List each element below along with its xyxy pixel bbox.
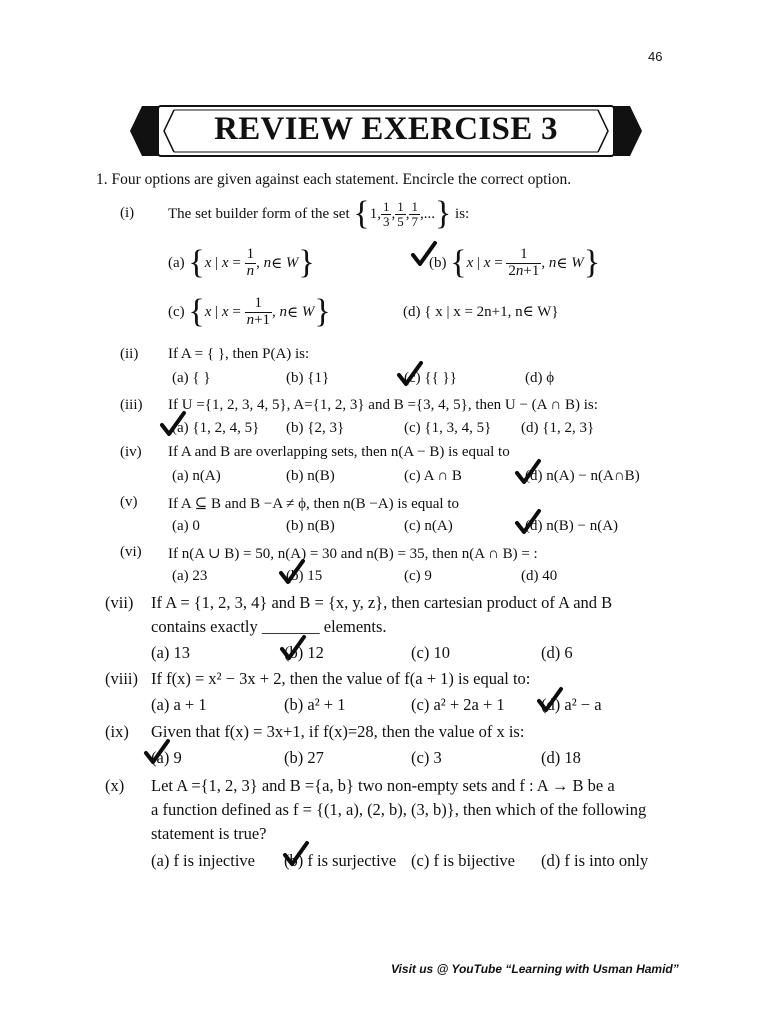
- q7-text: If A = {1, 2, 3, 4} and B = {x, y, z}, then cartesian product of A and B: [151, 593, 613, 612]
- q10-option-c: (c) f is bijective: [411, 851, 515, 870]
- checkmark-icon: [282, 840, 310, 870]
- q1-set-tail: ,...: [419, 205, 435, 222]
- q2-option-a: (a) { }: [172, 370, 211, 386]
- q6-option-d: (d) 40: [521, 568, 558, 584]
- q10-option-b: (b) f is surjective: [284, 851, 397, 870]
- q4-option-b: (b) n(B): [286, 468, 335, 484]
- q1-prompt: The set builder form of the set: [168, 205, 350, 222]
- q2-option-c: (c) {{ }}: [404, 370, 457, 386]
- q9-option-b: (b) 27: [284, 748, 324, 767]
- q5-option-a: (a) 0: [172, 518, 200, 534]
- q1-option-b-label: (b): [429, 254, 447, 271]
- title-banner: [128, 104, 644, 158]
- q3-option-a: (a) {1, 2, 4, 5}: [172, 420, 260, 436]
- q6-option-c: (c) 9: [404, 568, 432, 584]
- q6-option-b: (b) 15: [286, 568, 323, 584]
- q6-text: If n(A ∪ B) = 50, n(A) = 30 and n(B) = 35, then n(A ∩ B) = :: [168, 546, 538, 562]
- checkmark-icon: [278, 558, 306, 588]
- q3-option-b: (b) {2, 3}: [286, 420, 345, 436]
- q8-option-c: (c) a² + 2a + 1: [411, 695, 505, 714]
- footer-text: Visit us @ YouTube “Learning with Usman Hamid”: [391, 962, 679, 976]
- q4-option-a: (a) n(A): [172, 468, 221, 484]
- q1-option-d-text: { x | x = 2n+1, n∈ W}: [424, 304, 559, 320]
- q8-text: If f(x) = x² − 3x + 2, then the value of f(a + 1) is equal to:: [151, 669, 531, 688]
- q3-option-c: (c) {1, 3, 4, 5}: [404, 420, 492, 436]
- q2-number: (ii): [120, 346, 139, 362]
- q1-option-c: (c) { x | x = $\frac{1}{n+1}$ , n ∈ W }: [168, 293, 331, 330]
- q2-option-b: (b) {1}: [286, 370, 330, 386]
- q1-option-c-label: (c): [168, 303, 185, 320]
- q7-option-a: (a) 13: [151, 643, 190, 662]
- q10-text-3: statement is true?: [151, 824, 267, 843]
- q10-option-a: (a) f is injective: [151, 851, 255, 870]
- checkmark-icon: [159, 410, 187, 440]
- q10-text: Let A ={1, 2, 3} and B ={a, b} two non-empty sets and f : A → B be a: [151, 776, 615, 795]
- q9-option-a: (a) 9: [151, 748, 182, 767]
- q1-option-d-label: (d): [403, 304, 421, 320]
- q9-number: (ix): [105, 722, 129, 741]
- q1-option-b: (b) { x | x = $\frac{1}{2n+1}$ , n ∈ W }: [429, 244, 601, 281]
- checkmark-icon: [514, 508, 542, 538]
- q4-number: (iv): [120, 444, 142, 460]
- q1-is: is:: [455, 205, 470, 222]
- q7-text-2: contains exactly _______ elements.: [151, 617, 387, 636]
- q4-option-c: (c) A ∩ B: [404, 468, 462, 484]
- q7-option-c: (c) 10: [411, 643, 450, 662]
- q10-option-d: (d) f is into only: [541, 851, 649, 870]
- checkmark-icon: [396, 360, 424, 390]
- page-title: REVIEW EXERCISE 3: [214, 111, 558, 147]
- q7-option-d: (d) 6: [541, 643, 573, 662]
- q5-text: If A ⊆ B and B −A ≠ ϕ, then n(B −A) is equal to: [168, 496, 460, 512]
- q10-text-2: a function defined as f = {(1, a), (2, b), (3, b)}, then which of the following: [151, 800, 647, 819]
- q1-option-a-label: (a): [168, 254, 185, 271]
- q3-text: If U ={1, 2, 3, 4, 5}, A={1, 2, 3} and B ={3, 4, 5}, then U − (A ∩ B) is:: [168, 397, 598, 413]
- q4-option-d: (d) n(A) − n(A∩B): [525, 468, 640, 484]
- page-number: 46: [648, 49, 663, 64]
- q4-text: If A and B are overlapping sets, then n(A − B) is equal to: [168, 444, 510, 460]
- q1-option-a: (a) { x | x = $\frac{1}{n}$ , n ∈ W }: [168, 244, 315, 281]
- q2-text: If A = { }, then P(A) is:: [168, 346, 310, 362]
- q1-number: (i): [120, 205, 135, 221]
- q1-text: The set builder form of the set { 1, $\frac{1}{3}$ , $\frac{1}{5}$ , $\frac{1}{7}$ ,... } is:: [168, 195, 470, 232]
- q1-option-d: [403, 302, 559, 321]
- q9-text: Given that f(x) = 3x+1, if f(x)=28, then the value of x is:: [151, 722, 525, 741]
- q6-option-a: (a) 23: [172, 568, 208, 584]
- q9-option-d: (d) 18: [541, 748, 581, 767]
- q8-option-a: (a) a + 1: [151, 695, 207, 714]
- checkmark-icon: [143, 738, 171, 768]
- q5-option-c: (c) n(A): [404, 518, 453, 534]
- checkmark-icon: [536, 686, 564, 716]
- q7-option-b: (b) 12: [284, 643, 324, 662]
- q5-option-b: (b) n(B): [286, 518, 335, 534]
- q8-option-d: (d) a² − a: [541, 695, 602, 714]
- q3-option-d: (d) {1, 2, 3}: [521, 420, 595, 436]
- q8-number: (viii): [105, 669, 138, 688]
- checkmark-icon: [279, 634, 307, 664]
- q10-number: (x): [105, 776, 125, 795]
- q3-number: (iii): [120, 397, 143, 413]
- q6-number: (vi): [120, 544, 142, 560]
- q2-option-d: (d) ϕ: [525, 370, 555, 386]
- question-intro: 1. Four options are given against each statement. Encircle the correct option.: [96, 171, 572, 188]
- q7-number: (vii): [105, 593, 134, 612]
- q5-option-d: (d) n(B) − n(A): [525, 518, 619, 534]
- q8-option-b: (b) a² + 1: [284, 695, 346, 714]
- checkmark-icon: [514, 458, 542, 488]
- q9-option-c: (c) 3: [411, 748, 442, 767]
- checkmark-icon: [410, 240, 438, 270]
- q5-number: (v): [120, 494, 138, 510]
- q1-set-lead: 1,: [369, 205, 381, 222]
